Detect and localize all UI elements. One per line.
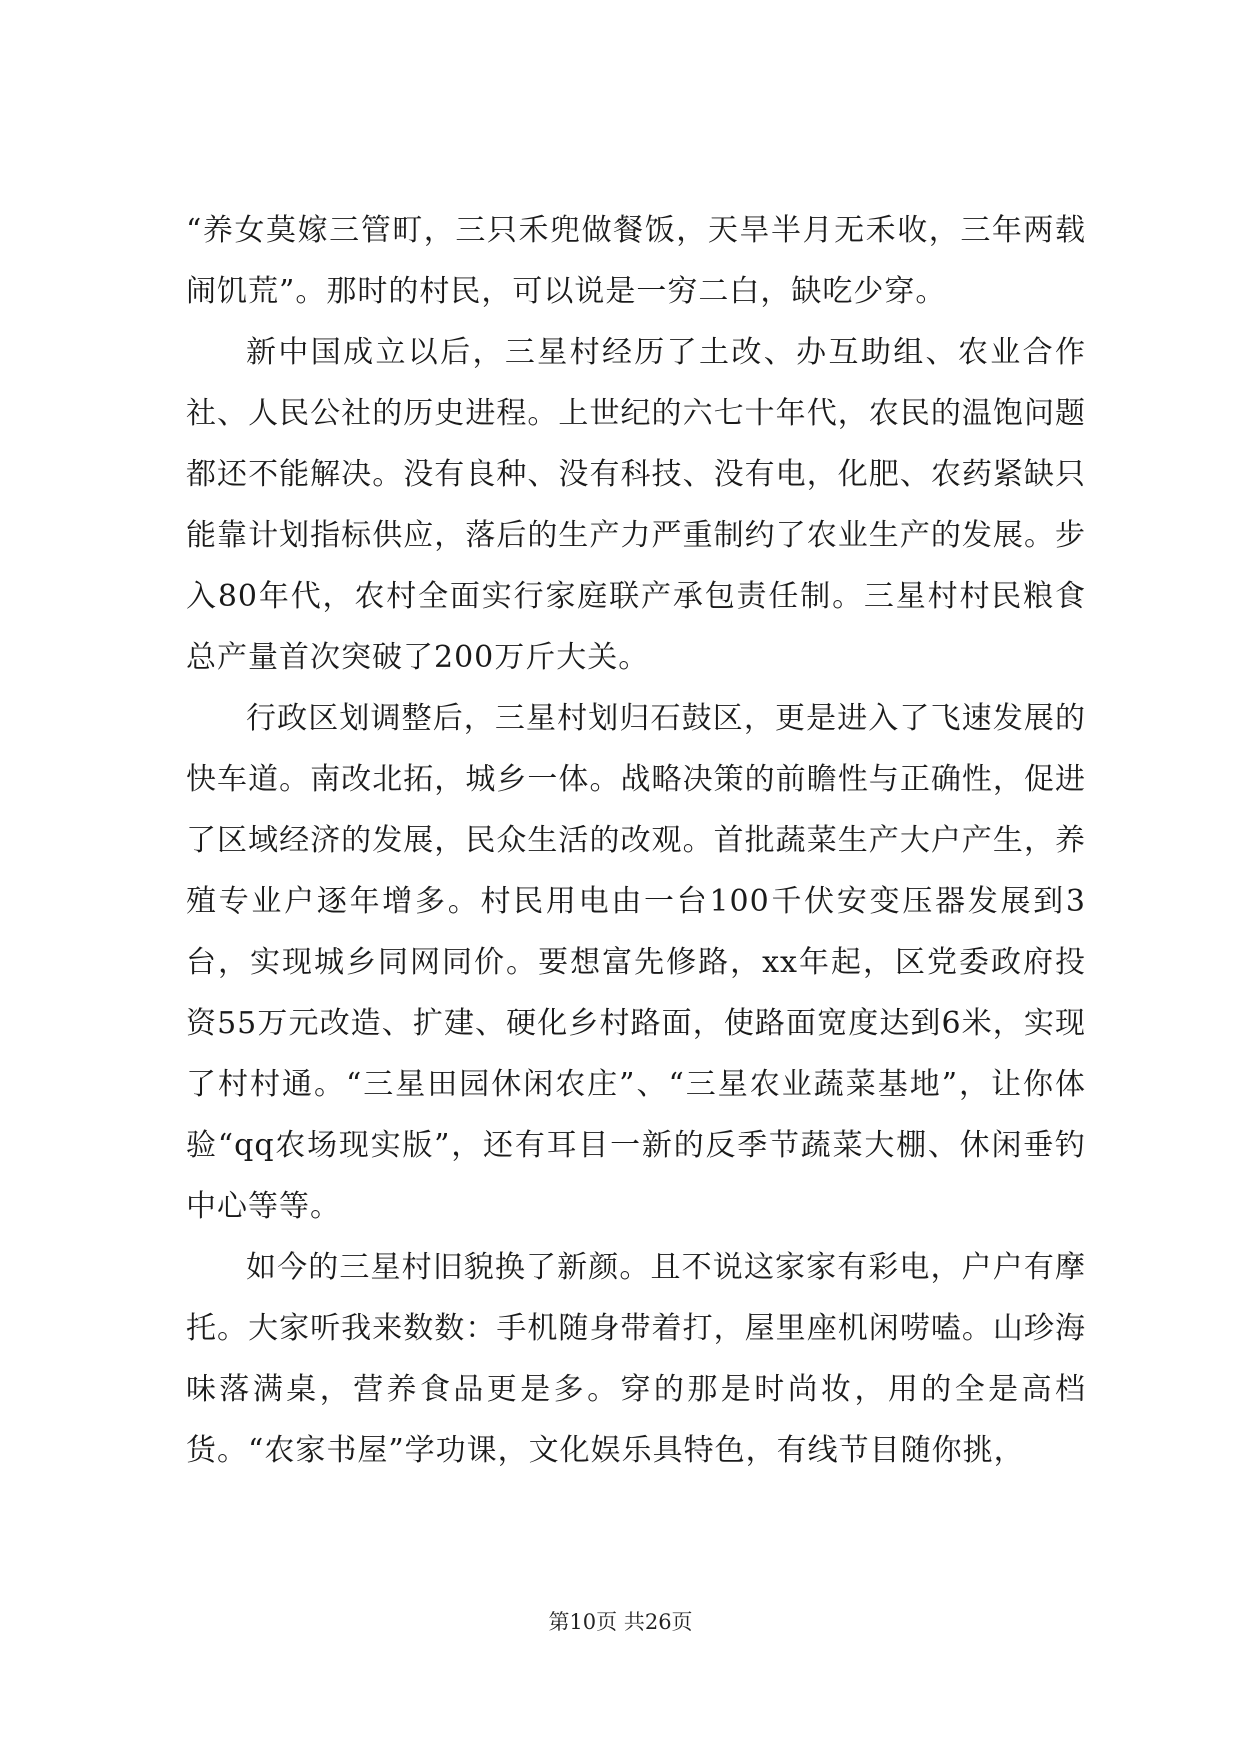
- document-body: [186, 200, 1086, 1481]
- paragraph-2: 新中国成立以后，三星村经历了土改、办互助组、农业合作社、人民公社的历史进程。上世纪的六七十年代，农民的温饱问题都还不能解决。没有良种、没有科技、没有电，化肥、农药紧缺只能靠计划指标供应，落后的生产力严重制约了农业生产的发展。步入80年代，农村全面实行家庭联产承包责任制。三星村村民粮食总产量首次突破了200万斤大关。: [186, 335, 1086, 675]
- page-number: 第10页 共26页: [548, 1610, 693, 1634]
- paragraph-4: 如今的三星村旧貌换了新颜。且不说这家家有彩电，户户有摩托。大家听我来数数：手机随身带着打，屋里座机闲唠嗑。山珍海味落满桌，营养食品更是多。穿的那是时尚妆，用的全是高档货。“农家书屋”学功课，文化娱乐具特色，有线节目随你挑，: [186, 1250, 1086, 1468]
- paragraph-3: 行政区划调整后，三星村划归石鼓区，更是进入了飞速发展的快车道。南改北拓，城乡一体。战略决策的前瞻性与正确性，促进了区域经济的发展，民众生活的改观。首批蔬菜生产大户产生，养殖专业户逐年增多。村民用电由一台100千伏安变压器发展到3台，实现城乡同网同价。要想富先修路，xx年起，区党委政府投资55万元改造、扩建、硬化乡村路面，使路面宽度达到6米，实现了村村通。“三星田园休闲农庄”、“三星农业蔬菜基地”，让你体验“qq农场现实版”，还有耳目一新的反季节蔬菜大棚、休闲垂钓中心等等。: [186, 701, 1086, 1224]
- paragraph-1: “养女莫嫁三管町，三只禾兜做餐饭，天旱半月无禾收，三年两载闹饥荒”。那时的村民，可以说是一穷二白，缺吃少穿。: [186, 213, 1086, 309]
